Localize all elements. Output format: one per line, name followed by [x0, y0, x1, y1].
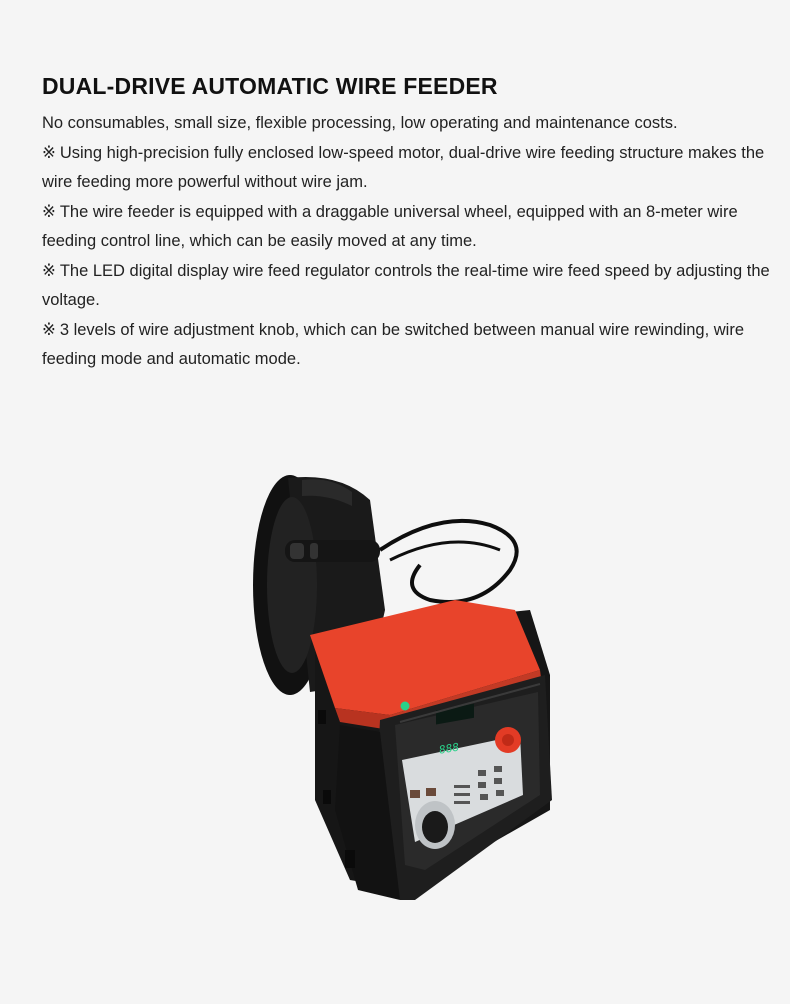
section-title: DUAL-DRIVE AUTOMATIC WIRE FEEDER	[42, 73, 498, 99]
control-cable	[380, 521, 517, 602]
side-latch	[345, 850, 355, 868]
cable-handle-ring	[310, 543, 318, 559]
feature-section	[42, 72, 772, 375]
feature-item	[42, 257, 772, 315]
side-latch	[323, 790, 331, 804]
intro-text: No consumables, small size, flexible processing, low operating and maintenance costs.	[42, 114, 678, 132]
reference-mark-icon: ※	[42, 321, 56, 339]
feature-item	[42, 139, 772, 197]
feature-text: Using high-precision fully enclosed low-speed motor, dual-drive wire feeding structure makes the wire feeding more powerful without wire jam.	[42, 144, 765, 191]
feature-item	[42, 198, 772, 256]
wire-feeder-photo	[240, 470, 570, 910]
feature-text: The LED digital display wire feed regulator controls the real-time wire feed speed by adjusting the voltage.	[42, 262, 770, 309]
spool-drum-face	[267, 497, 317, 673]
feature-text: 3 levels of wire adjustment knob, which can be switched between manual wire rewinding, wire feeding mode and automatic mode.	[42, 321, 745, 368]
side-latch	[318, 710, 326, 724]
wire-feeder-illustration	[240, 470, 570, 910]
led-digits-icon: 888	[439, 740, 459, 757]
status-led-icon	[401, 702, 410, 711]
small-switch-icon	[410, 790, 420, 798]
reference-mark-icon: ※	[42, 144, 56, 162]
control-cable	[390, 542, 500, 560]
feature-item	[42, 316, 772, 374]
power-socket-icon	[422, 811, 448, 843]
reference-mark-icon: ※	[42, 203, 56, 221]
adjustment-knob-center	[502, 734, 514, 746]
small-switch-icon	[426, 788, 436, 796]
cable-handle-ring	[290, 543, 304, 559]
reference-mark-icon: ※	[42, 262, 56, 280]
feature-text: The wire feeder is equipped with a draggable universal wheel, equipped with an 8-meter wire feeding control line, which can be easily moved at any time.	[42, 203, 738, 250]
